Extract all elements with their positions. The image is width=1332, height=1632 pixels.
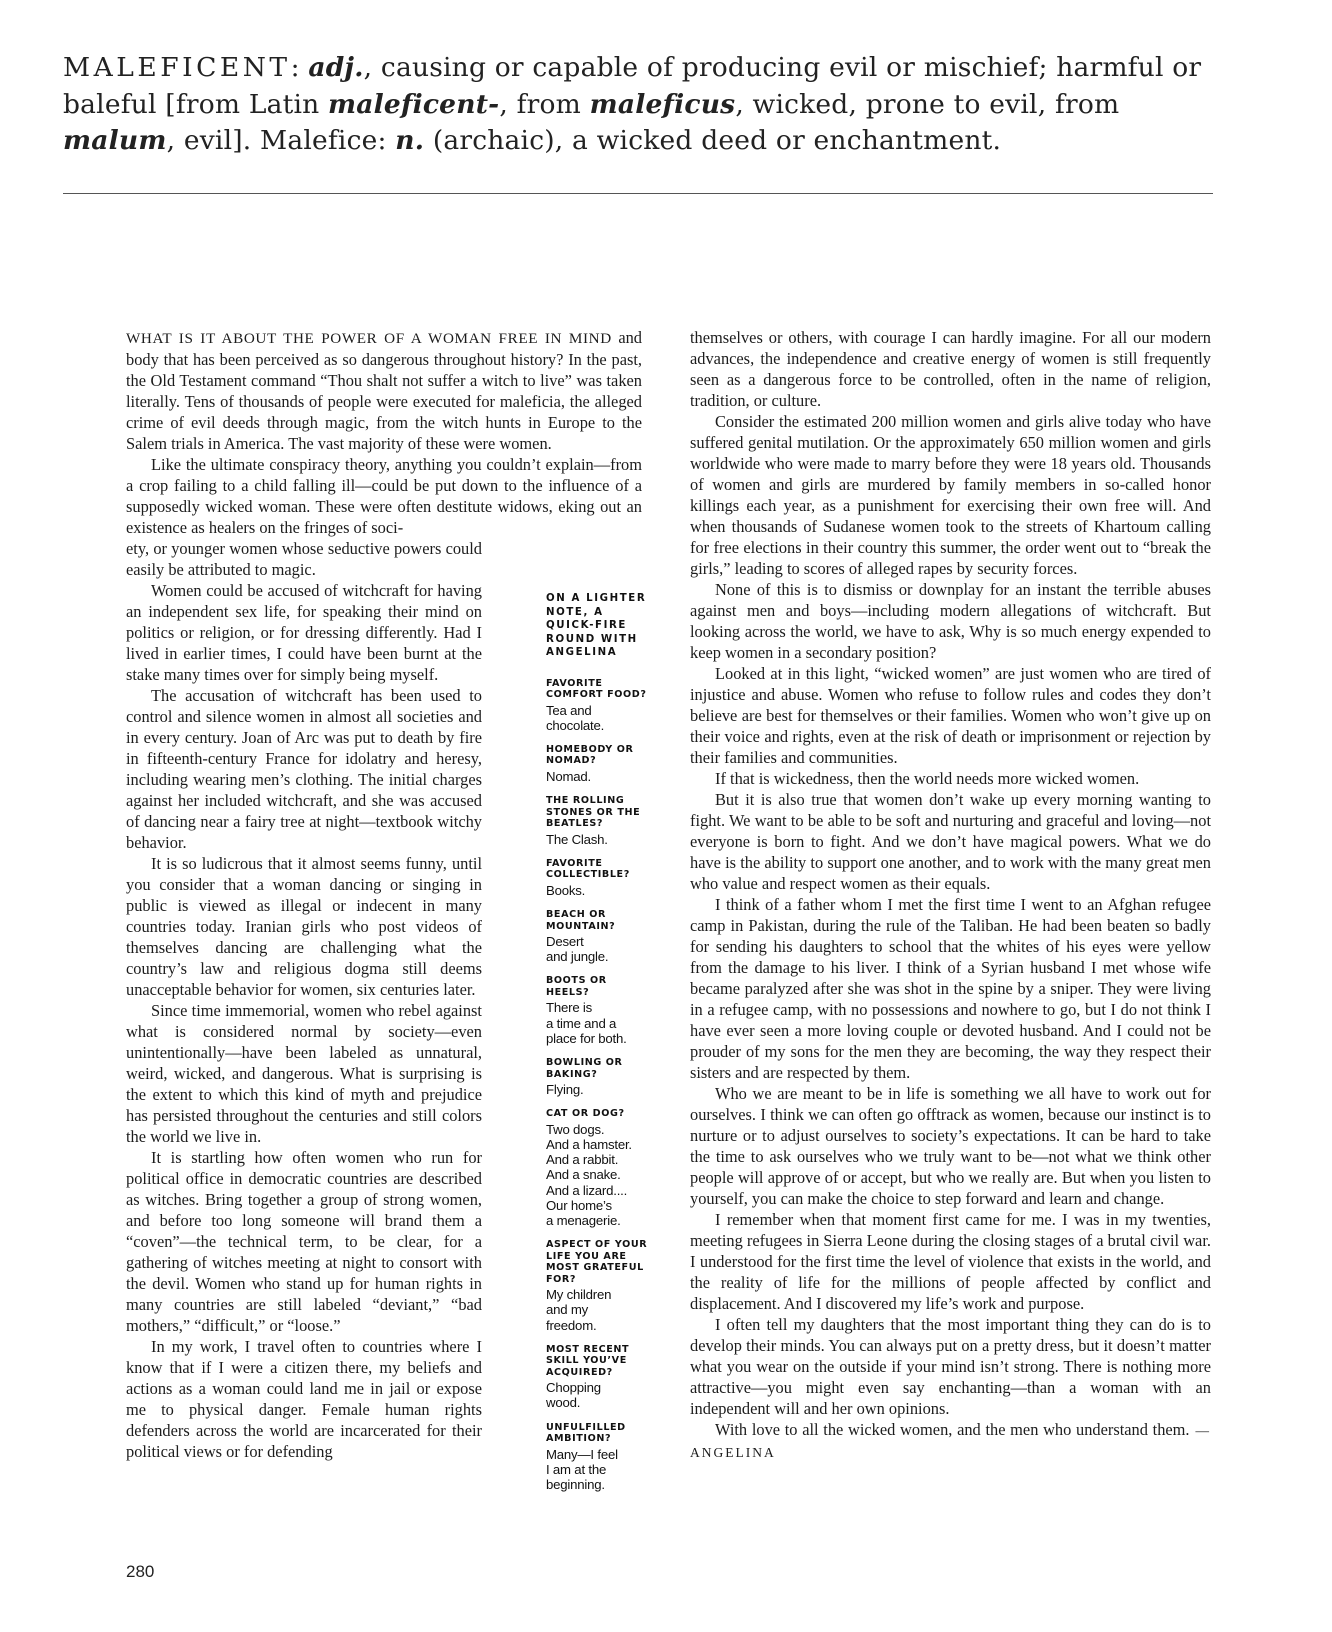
qa-item [546,1344,651,1411]
qa-question: UNFULFILLED AMBITION? [546,1421,626,1445]
essay-paragraph: themselves or others, with courage I can hardly imagine. For all our modern advances, the independence and creative energy of women is still frequently seen as a dangerous force to be controlled, often in the name of religion, tradition, or culture. [690,328,1211,410]
sidebar-intro: ON A LIGHTER NOTE, A QUICK-FIRE ROUND WITH ANGELINA [546,593,647,658]
qa-item [546,678,651,733]
qa-item [546,975,651,1046]
essay-paragraph: I think of a father whom I met the first time I went to an Afghan refugee camp in Pakistan, during the rule of the Taliban. He had been beaten so badly for sending his daughters to school that the whites of his eyes were yellow from the damage to his liver. I think of a Syrian husband I met whose wife became paralyzed after she was shot in the spine by a sniper. They were living in a refugee camp, with no possessions and nowhere to go, but I do not think I have ever seen a more loving couple or devoted husband. And I could not be prouder of my sons for the men they are becoming, the way they respect their sisters and are respected by them. [690,895,1211,1082]
qa-question: FAVORITE COLLECTIBLE? [546,857,630,881]
essay-paragraph: I often tell my daughters that the most important thing they can do is to develop their minds. You can always put on a pretty dress, but it doesn’t matter what you wear on the outside if your mind isn’t strong. There is nothing more attractive—you might even say enchanting—than a woman with an independent will and her own opinions. [690,1315,1211,1418]
essay-paragraph: The accusation of witchcraft has been used to control and silence women in almost all societies and in every century. Joan of Arc was put to death by fire in fifteenth-century France for idolatry and heresy, including wearing men’s clothing. The initial charges against her included witchcraft, and she was accused of dancing near a fairy tree at night—textbook witchy behavior. [126,686,482,852]
qa-question: BOWLING OR BAKING? [546,1057,623,1080]
lead-caps: WHAT IS IT ABOUT THE POWER OF A WOMAN FREE IN MIND [126,330,612,347]
divider-rule [63,193,1213,194]
qa-item [546,1422,651,1493]
essay-paragraph: With love to all the wicked women, and the men who understand them. —ANGELINA [690,1420,1211,1460]
essay-paragraph: Who we are meant to be in life is something we all have to work out for ourselves. I think we can often go offtrack as women, because our instinct is to nurture or to adjust ourselves to society’s expectations. It can be hard to take the time to ask ourselves who we truly want to be—not what we think other people will approve of or accept, but who we really are. But when you listen to yourself, you can make the choice to step forward and learn and change. [690,1084,1211,1208]
qa-question: MOST RECENT SKILL YOU’VE ACQUIRED? [546,1343,630,1378]
qa-answer: Books. [546,882,586,898]
qa-answer: Desert and jungle. [546,934,609,965]
essay-paragraph: ety, or younger women whose seductive powers could easily be attributed to magic. [126,539,482,579]
essay-paragraph: None of this is to dismiss or downplay for an instant the terrible abuses against men and boys—including modern allegations of witchcraft. But looking across the world, we have to ask, Why is so much energy expended to keep women in a secondary position? [690,580,1211,662]
qa-answer: My children and my freedom. [546,1287,612,1333]
essay-paragraph: If that is wickedness, then the world needs more wicked women. [715,769,1140,788]
essay-paragraph: I remember when that moment first came for me. I was in my twenties, meeting refugees in Sierra Leone during the closing stages of a brutal civil war. I understood for the first time the level of violence that exists in the world, and the reality of life for the millions of people affected by conflict and displacement. And I discovered my life’s work and purpose. [690,1210,1211,1313]
qa-answer: Two dogs. And a hamster. And a rabbit. And a snake. And a lizard.... Our home’s a menagerie. [546,1121,632,1228]
qa-answer: Many—I feel I am at the beginning. [546,1446,618,1493]
essay-paragraph: In my work, I travel often to countries where I know that if I were a citizen there, my beliefs and actions as a woman could land me in jail or expose me to physical danger. Female human rights defenders across the world are incarcerated for their political views or for defending [126,1337,482,1461]
quickfire-sidebar [546,592,651,1503]
qa-item [546,795,651,847]
qa-answer: The Clash. [546,831,608,847]
essay-paragraph: Since time immemorial, women who rebel against what is considered normal by society—even unintentionally—have been labeled as unnatural, weird, wicked, and dangerous. What is surprising is the extent to which this kind of myth and prejudice has persisted throughout the centuries and still colors the world we live in. [126,1001,482,1146]
essay-paragraph: Women could be accused of witchcraft for having an independent sex life, for speaking their mind on politics or religion, or for dressing differently. Had I lived in earlier times, I could have been burnt at the stake many times over for simply being myself. [126,581,482,684]
qa-question: BOOTS OR HEELS? [546,975,607,998]
essay-paragraph: Consider the estimated 200 million women and girls alive today who have suffered genital mutilation. Or the approximately 650 million women and girls worldwide who were made to marry before they were 18 years old. Thousands of women and girls are murdered by family members in so-called honor killings each year, as a punishment for exercising their own free will. And when thousands of Sudanese women took to the streets of Khartoum calling for free elections in their country this summer, the order went out to “break the girls,” leading to scores of alleged rapes by security forces. [690,412,1211,578]
qa-item [546,1057,651,1097]
essay-column-right [690,327,1211,1463]
qa-item [546,1239,651,1333]
qa-item [546,909,651,964]
qa-item [546,744,651,784]
essay-paragraph: But it is also true that women don’t wake up every morning wanting to fight. We want to be able to be soft and nurturing and graceful and loving—not everyone is born to fight. And we don’t have magical powers. What we do have is the ability to support one another, and to work with the many great men who value and respect women as their equals. [690,790,1211,893]
essay-paragraph: It is startling how often women who run for political office in democratic countries are described as witches. Bring together a group of strong women, and before too long someone will brand them a “coven”—the technical term, to be clear, for a gathering of witches meeting at night to consort with the devil. Women who stand up for human rights in many countries are still labeled “deviant,” “bad mothers,” “difficult,” or “loose.” [126,1148,482,1335]
definition-block: MALEFICENT: adj., causing or capable of producing evil or mischief; harmful or baleful [from Latin maleficent-, from maleficus, wicked, prone to evil, from malum, evil]. Malefice: n. (archaic), a wicked deed or enchantment. [63,52,1202,156]
essay-paragraph: WHAT IS IT ABOUT THE POWER OF A WOMAN FREE IN MIND and body that has been perceived as so dangerous throughout history? In the past, the Old Testament command “Thou shalt not suffer a witch to live” was taken literally. Tens of thousands of people were executed for maleficia, the alleged crime of evil deeds through magic, from the witch hunts in Europe to the Salem trials in America. The vast majority of these were women. [126,328,642,453]
qa-answer: Chopping wood. [546,1380,601,1411]
qa-item [546,1108,651,1228]
qa-question: THE ROLLING STONES OR THE BEATLES? [546,795,641,830]
signoff: —ANGELINA [690,1423,1211,1460]
qa-answer: Tea and chocolate. [546,702,605,733]
part-of-speech-adj: adj. [308,52,364,83]
headword: MALEFICENT [63,52,291,83]
qa-item [546,858,651,898]
qa-question: CAT OR DOG? [546,1108,625,1120]
essay-paragraph: It is so ludicrous that it almost seems funny, until you consider that a woman dancing or singing in public is viewed as illegal or indecent in many countries today. Iranian girls who post videos of themselves dancing are challenging what the country’s law and religious dogma still deems unacceptable behavior for women, six centuries later. [126,854,482,999]
qa-question: BEACH OR MOUNTAIN? [546,909,616,932]
qa-question: HOMEBODY OR NOMAD? [546,743,634,767]
qa-question: FAVORITE COMFORT FOOD? [546,677,647,700]
page-number: 280 [126,1562,155,1581]
part-of-speech-noun: n. [395,125,425,156]
qa-answer: Flying. [546,1082,584,1098]
qa-answer: Nomad. [546,768,591,784]
qa-answer: There is a time and a place for both. [546,1000,627,1046]
essay-paragraph: Looked at in this light, “wicked women” are just women who are tired of injustice and abuse. Women who refuse to follow rules and codes they don’t believe are best for themselves or their families. Women who won’t give up on their voice and rights, even at the risk of death or imprisonment or rejection by their families and communities. [690,664,1211,767]
qa-question: ASPECT OF YOUR LIFE YOU ARE MOST GRATEFUL FOR? [546,1239,648,1285]
essay-paragraph: Like the ultimate conspiracy theory, anything you couldn’t explain—from a crop failing to a child falling ill—could be put down to the influence of a supposedly wicked woman. These were often destitute widows, eking out an existence as healers on the fringes of soci- [126,455,642,537]
